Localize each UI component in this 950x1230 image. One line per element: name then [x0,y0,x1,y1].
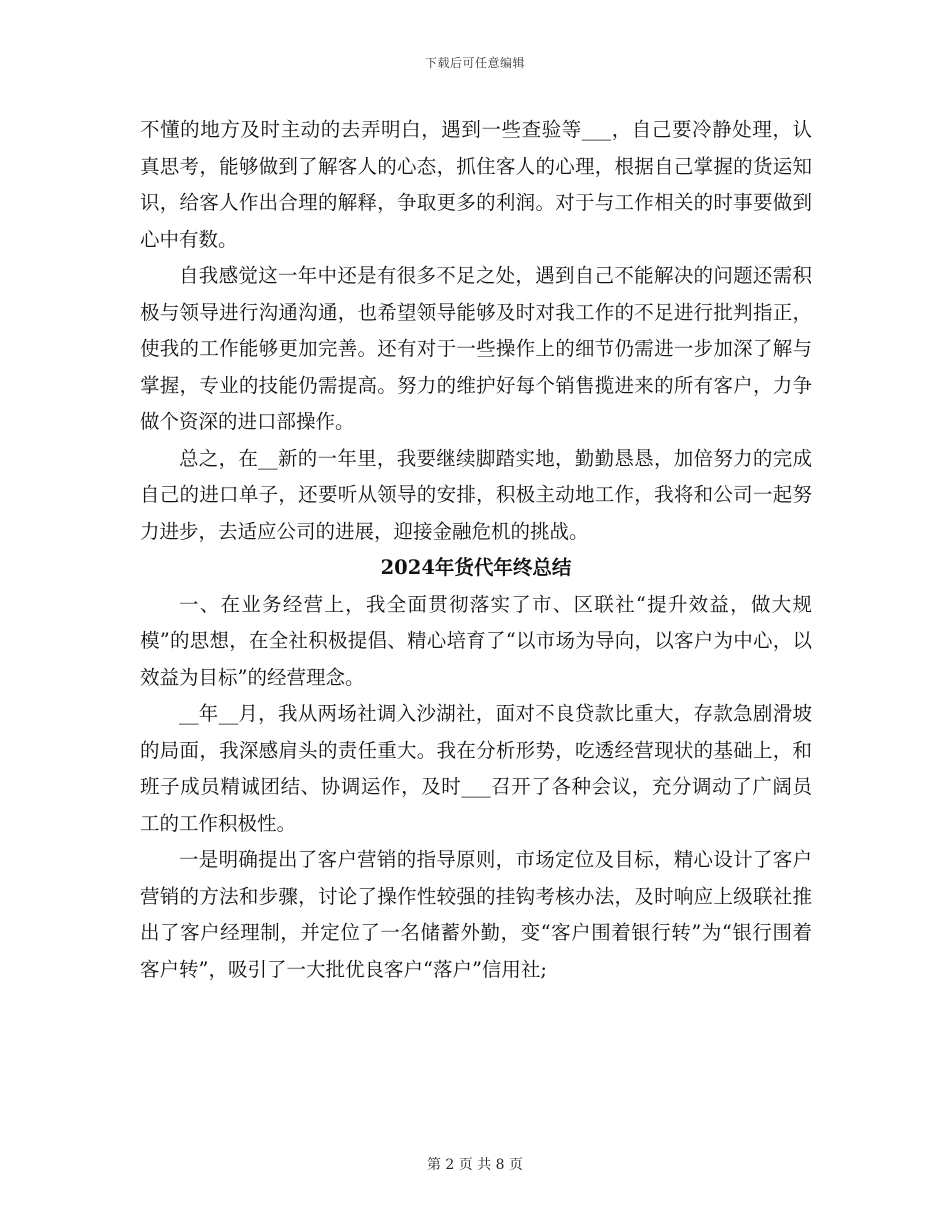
paragraph-continuation: 不懂的地方及时主动的去弄明白，遇到一些查验等___，自己要冷静处理，认真思考，能够做到了解客人的心态，抓住客人的心理，根据自己掌握的货运知识，给客人作出合理的解释，争取更多的利润。对于与工作相关的时事要做到心中有数。 [140,118,812,251]
document-body [140,112,812,988]
paragraph-shortcomings: 自我感觉这一年中还是有很多不足之处，遇到自己不能解决的问题还需积极与领导进行沟通沟通，也希望领导能够及时对我工作的不足进行批判指正，使我的工作能够更加完善。还有对于一些操作上的细节仍需进一步加深了解与掌握，专业的技能仍需提高。努力的维护好每个销售揽进来的所有客户，力争做个资深的进口部操作。 [140,264,812,433]
paragraph-customer-marketing: 一是明确提出了客户营销的指导原则，市场定位及目标，精心设计了客户营销的方法和步骤，讨论了操作性较强的挂钩考核办法，及时响应上级联社推出了客户经理制，并定位了一名储蓄外勤，变“客户围着银行转”为“银行围着客户转”，吸引了一大批优良客户“落户”信用社; [140,848,812,981]
page-header: 下载后可任意编辑 [424,56,525,70]
section-title: 2024年货代年终总结 [380,556,572,579]
page-number: 第 2 页 共 8 页 [426,1157,524,1173]
paragraph-transfer: __年__月，我从两场社调入沙湖社，面对不良贷款比重大，存款急剧滑坡的局面，我深感肩头的责任重大。我在分析形势，吃透经营现状的基础上，和班子成员精诚团结、协调运作，及时___召开了各种会议，充分调动了广阔员工的工作积极性。 [140,702,812,835]
paragraph-business-operation: 一、在业务经营上，我全面贯彻落实了市、区联社“提升效益，做大规模”的思想，在全社积极提倡、精心培育了“以市场为导向，以客户为中心，以效益为目标”的经营理念。 [140,592,812,689]
paragraph-conclusion: 总之，在__新的一年里，我要继续脚踏实地，勤勤恳恳，加倍努力的完成自己的进口单子，还要听从领导的安排，积极主动地工作，我将和公司一起努力进步，去适应公司的进展，迎接金融危机的挑战。 [140,446,812,543]
